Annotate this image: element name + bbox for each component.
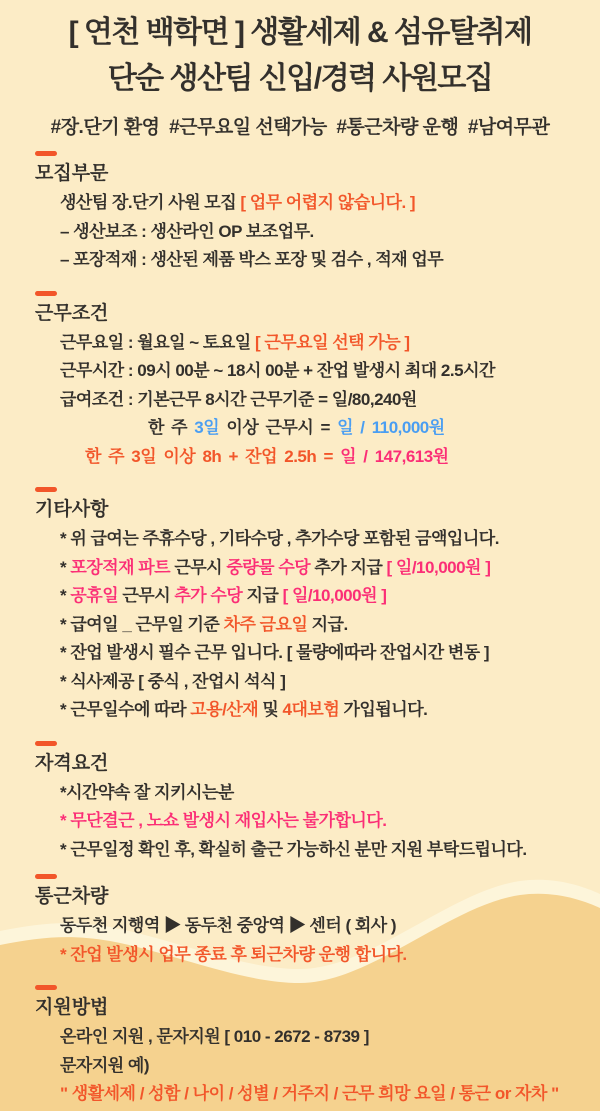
section-block [35, 741, 586, 865]
body-line [35, 807, 586, 836]
section-dash-icon [35, 985, 57, 990]
text-segment: 추가 수당 [174, 586, 247, 605]
text-segment: 온라인 지원 , 문자지원 [ 010 - 2672 - 8739 ] [60, 1027, 369, 1046]
section-block [35, 487, 586, 725]
hashtag-line: #장.단기 환영 #근무요일 선택가능 #통근차량 운행 #남여무관 [50, 117, 550, 138]
text-segment: 포장적재 파트 [70, 557, 175, 577]
text-segment: 추가 지급 [314, 557, 387, 577]
section-heading: 지원방법 [35, 997, 109, 1018]
body-line [35, 386, 586, 415]
section-dash-icon [35, 487, 57, 492]
text-segment: * 위 급여는 주휴수당 , 기타수당 , 추가수당 포함된 금액입니다. [60, 529, 499, 548]
text-segment: 일 / 147,613원 [340, 446, 449, 466]
text-segment: * 급여일 _ 근무일 기준 [60, 614, 224, 634]
text-segment: *시간약속 잘 지키시는분 [60, 782, 234, 802]
body-line [35, 218, 586, 247]
body-line [35, 1080, 586, 1109]
section-dash-icon [35, 151, 57, 156]
text-segment: [ 업무 어렵지 않습니다. ] [240, 193, 416, 212]
body-line [35, 414, 586, 443]
text-segment: 근무시 [122, 586, 175, 605]
text-segment: 및 [262, 700, 283, 719]
poster-title-line-2: 단순 생산팀 신입/경력 사원모집 [107, 62, 493, 95]
body-line [35, 357, 586, 386]
text-segment: 차주 금요일 [223, 614, 312, 634]
section-dash-icon [35, 874, 57, 879]
text-segment: 4대보험 [282, 700, 344, 719]
text-segment: – 생산보조 : 생산라인 OP 보조업무. [60, 221, 314, 241]
body-line [35, 246, 586, 275]
body-line [35, 1023, 586, 1052]
text-segment: 동두천 지행역 ▶ 동두천 중앙역 ▶ 센터 ( 회사 ) [60, 916, 397, 935]
text-segment: * 잔업 발생시 업무 종료 후 퇴근차량 운행 합니다. [60, 944, 407, 964]
section-lines [35, 525, 586, 725]
body-line [35, 941, 586, 970]
text-segment: 고용/산재 [190, 700, 263, 719]
text-segment: [ 근무요일 선택 가능 ] [254, 332, 410, 352]
text-segment: 문자지원 예) [60, 1055, 149, 1075]
section-dash-icon [35, 291, 57, 296]
section-heading: 기타사항 [35, 499, 109, 520]
text-segment: 급여조건 : 기본근무 8시간 근무기준 = 일/80,240원 [60, 389, 417, 409]
text-segment: 생산팀 장.단기 사원 모집 [60, 193, 241, 212]
section-lines [35, 1023, 586, 1109]
section-lines [35, 779, 586, 865]
text-segment: 이상 근무시 = [219, 418, 338, 437]
section-block [35, 874, 586, 969]
text-segment: * 무단결근 , 노쇼 발생시 재입사는 불가합니다. [60, 811, 387, 830]
text-segment: " 생활세제 / 성함 / 나이 / 성별 / 거주지 / 근무 희망 요일 / 통근 or 자차 " [60, 1084, 559, 1103]
section-lines [35, 189, 586, 275]
text-segment: [ 일/10,000원 ] [386, 557, 491, 577]
text-segment: 근무시 [174, 557, 227, 577]
body-line [35, 582, 586, 611]
body-line [35, 525, 586, 554]
body-line [35, 639, 586, 668]
body-line [35, 443, 586, 472]
poster-header [0, 0, 600, 139]
body-line [35, 668, 586, 697]
text-segment: * [60, 586, 71, 605]
section-block [35, 985, 586, 1109]
text-segment: 한 주 3일 이상 8h + 잔업 2.5h = [85, 446, 341, 466]
section-lines [35, 329, 586, 472]
body-line [35, 912, 586, 941]
text-segment: 가입됩니다. [343, 700, 428, 719]
text-segment: – 포장적재 : 생산된 제품 박스 포장 및 검수 , 적재 업무 [60, 250, 444, 269]
text-segment: 공휴일 [70, 586, 123, 605]
body-line [35, 554, 586, 583]
section-block [35, 151, 586, 275]
body-line [35, 836, 586, 865]
body-line [35, 1052, 586, 1081]
section-heading: 모집부문 [35, 163, 109, 184]
text-segment: 일 / 110,000원 [337, 418, 445, 437]
text-segment: 근무시간 : 09시 00분 ~ 18시 00분 + 잔업 발생시 최대 2.5시간 [60, 361, 495, 380]
body-line [35, 779, 586, 808]
text-segment: * [60, 557, 71, 577]
section-lines [35, 912, 586, 969]
text-segment: 중량물 수당 [226, 557, 315, 577]
section-block [35, 291, 586, 472]
text-segment: * 근무일수에 따라 [60, 700, 191, 719]
poster-title-line-1: [ 연천 백학면 ] 생활세제 & 섬유탈취제 [68, 16, 532, 49]
text-segment: 지급. [311, 614, 348, 634]
text-segment: 근무요일 : 월요일 ~ 토요일 [60, 332, 255, 352]
sections-container [0, 151, 600, 1109]
text-segment: 지급 [246, 586, 283, 605]
body-line [35, 696, 586, 725]
section-heading: 근무조건 [35, 302, 109, 324]
text-segment: * 근무일정 확인 후, 확실히 출근 가능하신 분만 지원 부탁드립니다. [60, 839, 527, 859]
section-dash-icon [35, 741, 57, 746]
section-heading: 자격요건 [35, 752, 109, 774]
text-segment: [ 일/10,000원 ] [282, 586, 387, 605]
text-segment: 3일 [194, 418, 220, 437]
body-line [35, 189, 586, 218]
text-segment: * 식사제공 [ 중식 , 잔업시 석식 ] [60, 671, 286, 691]
body-line [35, 611, 586, 640]
body-line [35, 329, 586, 358]
section-heading: 통근차량 [35, 886, 109, 907]
text-segment: * 잔업 발생시 필수 근무 입니다. [ 물량에따라 잔업시간 변동 ] [60, 643, 490, 662]
text-segment: 한 주 [148, 418, 195, 437]
